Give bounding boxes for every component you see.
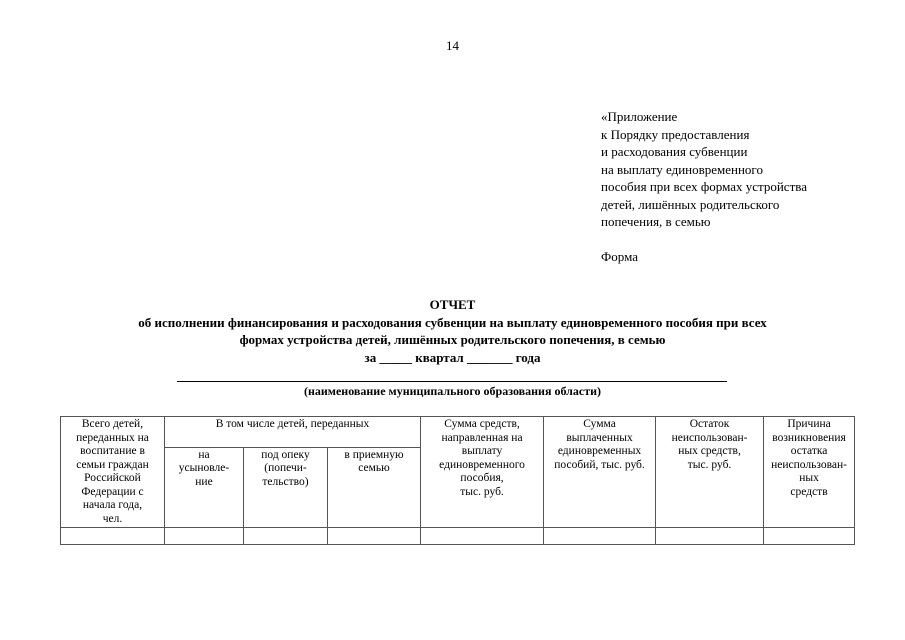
header-remainder: Остаток неиспользован- ных средств, тыс. руб. <box>656 417 764 528</box>
table-cell <box>61 528 165 545</box>
form-label: Форма <box>601 248 638 264</box>
page-number: 14 <box>446 38 459 53</box>
subheader-foster-family: в приемную семью <box>328 447 421 527</box>
table-cell <box>544 528 656 545</box>
table-row <box>61 528 855 545</box>
municipality-caption: (наименование муниципального образования области) <box>303 384 602 398</box>
report-table <box>60 416 855 545</box>
report-subtitle-line: об исполнении финансирования и расходования субвенции на выплату единовременного пособия при всех <box>138 314 767 330</box>
report-title: ОТЧЕТ <box>429 297 476 312</box>
header-reason: Причина возникновения остатка неиспользован- ных средств <box>764 417 855 528</box>
header-including-group: В том числе детей, переданных <box>165 417 421 448</box>
appendix-line: пособия при всех формах устройства <box>601 179 807 194</box>
table-cell <box>165 528 244 545</box>
header-sum-paid: Сумма выплаченных единовременных пособий, тыс. руб. <box>544 417 656 528</box>
report-period-line: за _____ квартал _______ года <box>364 349 541 365</box>
municipality-underline <box>177 381 727 382</box>
table-cell <box>328 528 421 545</box>
appendix-line: детей, лишённых родительского <box>601 196 780 212</box>
table-cell <box>244 528 328 545</box>
report-subtitle-line: формах устройства детей, лишённых родительского попечения, в семью <box>239 332 666 347</box>
table-cell <box>421 528 544 545</box>
appendix-note <box>601 108 807 265</box>
appendix-line: к Порядку предоставления <box>601 126 750 142</box>
header-total-children: Всего детей, переданных на воспитание в семьи граждан Российской Федерации с начала года, чел. <box>61 417 165 528</box>
subheader-adoption: на усыновле- ние <box>165 447 244 527</box>
subheader-guardianship: под опеку (попечи- тельство) <box>244 447 328 527</box>
report-heading <box>0 296 905 366</box>
header-sum-allocated: Сумма средств, направленная на выплату единовременного пособия, тыс. руб. <box>421 417 544 528</box>
table-cell <box>656 528 764 545</box>
appendix-line: «Приложение <box>601 109 678 124</box>
table-cell <box>764 528 855 545</box>
appendix-line: на выплату единовременного <box>601 161 763 177</box>
appendix-line: попечения, в семью <box>601 214 711 229</box>
appendix-line: и расходования субвенции <box>601 144 748 159</box>
